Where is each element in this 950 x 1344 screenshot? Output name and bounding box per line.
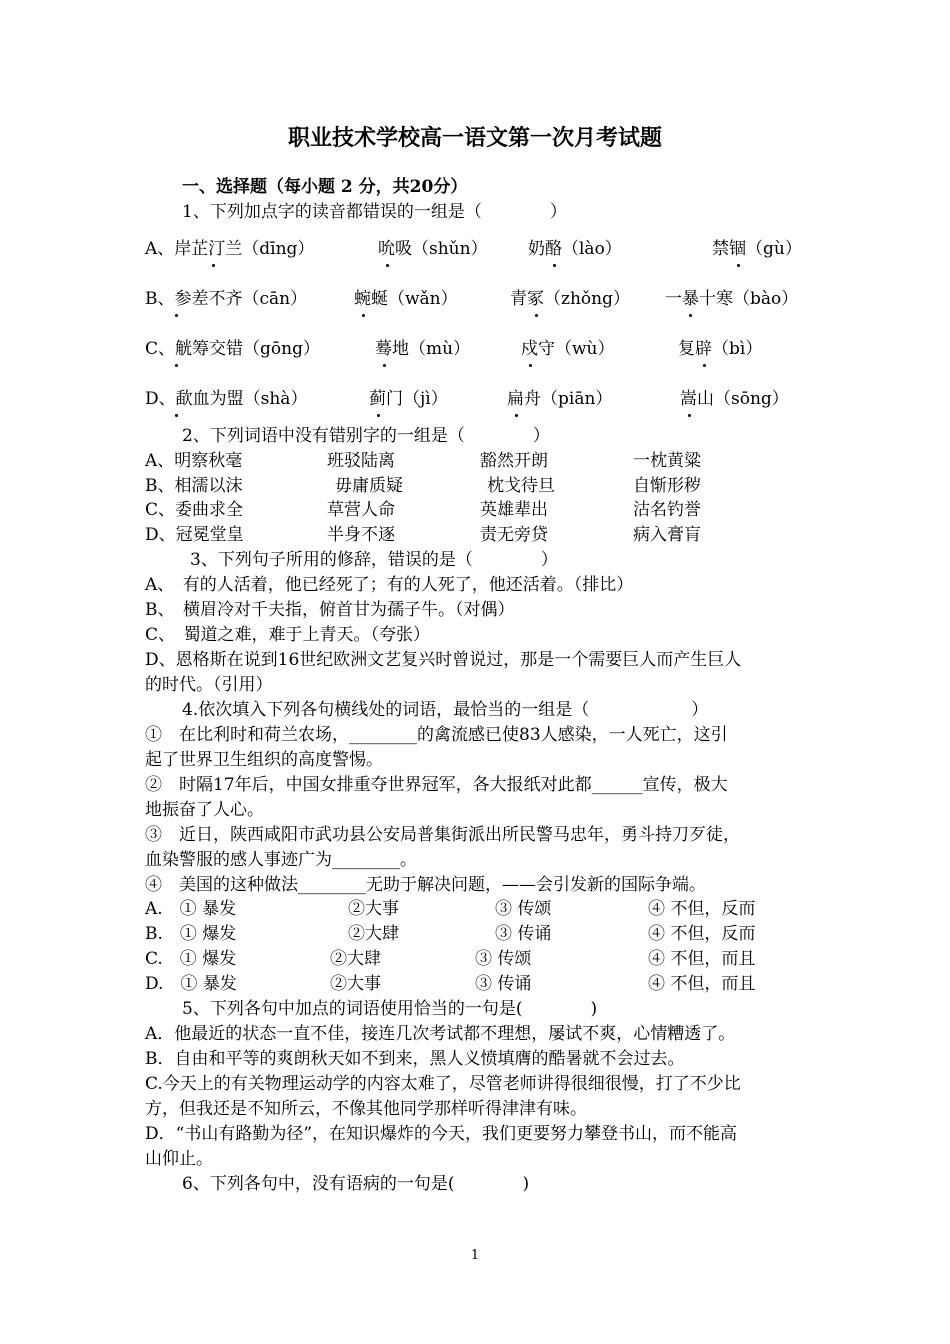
q3-option-d-cont: 的时代。（引用） <box>145 675 273 695</box>
q2-option-d-1: D、冠冕堂皇 <box>145 525 244 545</box>
q4-sentence-2-cont: 地振奋了人心。 <box>145 800 264 820</box>
q2-option-c-1: C、委曲求全 <box>145 500 244 520</box>
q3-option-b: B、 横眉冷对千夫指，俯首甘为孺子牛。（对偶） <box>145 600 515 620</box>
q1-option-b-4: 一暴十寒（bào） <box>665 289 799 309</box>
q2-option-d-4: 病入膏肓 <box>633 525 701 545</box>
question-3-stem: 3、下列句子所用的修辞，错误的是（ ） <box>190 550 558 570</box>
q1-option-a-1: A、岸芷汀兰（dīng） <box>145 239 315 259</box>
q2-option-b-3: 枕戈待旦 <box>487 476 555 496</box>
q4-option-b-3: ③ 传诵 <box>495 924 552 944</box>
q1-option-d-2: 蓟门（jì） <box>369 389 448 409</box>
q4-option-a-4: ④ 不但，反而 <box>648 899 756 919</box>
q5-option-d: D．“书山有路勤为径”，在知识爆炸的今天，我们更要努力攀登书山，而不能高 <box>145 1124 738 1144</box>
q5-option-c: C.今天上的有关物理运动学的内容太难了，尽管老师讲得很细很慢，打了不少比 <box>145 1074 741 1094</box>
q4-option-c-4: ④ 不但，而且 <box>648 949 756 969</box>
q2-option-a-1: A、明察秋毫 <box>145 451 243 471</box>
q4-option-d-2: ②大事 <box>330 974 381 994</box>
q1-option-b-3: 青冢（zhǒng） <box>510 289 630 309</box>
q1-option-c-1: C、觥筹交错（gōng） <box>145 339 320 359</box>
q4-option-b-1: B. ① 爆发 <box>145 924 237 944</box>
q2-option-b-2: 毋庸质疑 <box>335 476 403 496</box>
q1-option-a-4: 禁锢（gù） <box>712 239 802 259</box>
q4-option-b-2: ②大肆 <box>348 924 399 944</box>
q2-option-a-3: 豁然开朗 <box>480 451 548 471</box>
q1-option-c-2: 蓦地（mù） <box>375 339 471 359</box>
q5-option-a: A．他最近的状态一直不佳，接连几次考试都不理想，屡试不爽，心情糟透了。 <box>145 1024 736 1044</box>
page-title: 职业技术学校高一语文第一次月考试题 <box>287 125 662 151</box>
q4-option-c-3: ③ 传颂 <box>475 949 532 969</box>
q4-option-c-2: ②大肆 <box>330 949 381 969</box>
q1-option-a-2: 吮吸（shǔn） <box>378 239 488 259</box>
section-heading: 一、选择题（每小题 2 分，共20分） <box>182 177 468 197</box>
question-5-stem: 5、下列各句中加点的词语使用恰当的一句是( ) <box>182 999 598 1019</box>
q3-option-a: A、 有的人活着，他已经死了；有的人死了，他还活着。（排比） <box>145 575 634 595</box>
q4-sentence-3-cont: 血染警服的感人事迹广为________。 <box>145 850 417 870</box>
q4-option-b-4: ④ 不但，反而 <box>648 924 756 944</box>
q4-option-a-2: ②大事 <box>348 899 399 919</box>
q1-option-b-1: B、参差不齐（cān） <box>145 289 308 309</box>
question-1-stem: 1、下列加点字的读音都错误的一组是（ ） <box>182 202 567 222</box>
q1-option-d-1: D、歃血为盟（shà） <box>145 389 308 409</box>
q1-option-d-4: 嵩山（sōng） <box>680 389 789 409</box>
q5-option-d-cont: 山仰止。 <box>145 1149 213 1169</box>
q3-option-c: C、 蜀道之难，难于上青天。（夸张） <box>145 625 431 645</box>
q2-option-a-4: 一枕黄粱 <box>633 451 701 471</box>
q1-option-c-3: 戍守（wù） <box>521 339 615 359</box>
q2-option-c-4: 沽名钓誉 <box>633 500 701 520</box>
q2-option-d-2: 半身不逐 <box>327 525 395 545</box>
q5-option-c-cont: 方，但我还是不知所云，不像其他同学那样听得津津有味。 <box>145 1099 587 1119</box>
q4-sentence-2: ② 时隔17年后，中国女排重夺世界冠军，各大报纸对此都______宣传，极大 <box>145 775 728 795</box>
q2-option-d-3: 责无旁贷 <box>480 525 548 545</box>
page-number: 1 <box>470 1248 480 1263</box>
q1-option-b-2: 蜿蜒（wǎn） <box>354 289 458 309</box>
q1-option-a-3: 奶酪（lào） <box>528 239 622 259</box>
q1-option-c-4: 复辟（bì） <box>678 339 763 359</box>
q4-option-a-1: A. ① 暴发 <box>145 899 237 919</box>
q4-sentence-4: ④ 美国的这种做法________无助于解决问题，——会引发新的国际争端。 <box>145 875 706 895</box>
q4-sentence-3: ③ 近日，陕西咸阳市武功县公安局普集街派出所民警马忠年，勇斗持刀歹徒， <box>145 825 740 845</box>
q2-option-c-3: 英雄辈出 <box>480 500 548 520</box>
q4-option-d-4: ④ 不但，而且 <box>648 974 756 994</box>
q4-option-d-3: ③ 传诵 <box>475 974 532 994</box>
q4-option-a-3: ③ 传颂 <box>495 899 552 919</box>
q4-sentence-1-cont: 起了世界卫生组织的高度警惕。 <box>145 750 383 770</box>
question-2-stem: 2、下列词语中没有错别字的一组是（ ） <box>182 426 550 446</box>
q2-option-b-4: 自惭形秽 <box>633 476 701 496</box>
q2-option-b-1: B、相濡以沫 <box>145 476 243 496</box>
question-4-stem: 4.依次填入下列各句横线处的词语，最恰当的一组是（ ） <box>182 700 709 720</box>
q2-option-c-2: 草营人命 <box>327 500 395 520</box>
q4-option-c-1: C. ① 爆发 <box>145 949 237 969</box>
q1-option-d-3: 扁舟（piān） <box>507 389 613 409</box>
q4-option-d-1: D. ① 暴发 <box>145 974 237 994</box>
question-6-stem: 6、下列各句中，没有语病的一句是( ) <box>182 1174 530 1194</box>
q5-option-b: B．自由和平等的爽朗秋天如不到来，黑人义愤填膺的酷暑就不会过去。 <box>145 1049 685 1069</box>
q4-sentence-1: ① 在比利时和荷兰农场，________的禽流感已使83人感染，一人死亡，这引 <box>145 725 728 745</box>
q3-option-d: D、恩格斯在说到16世纪欧洲文艺复兴时曾说过，那是一个需要巨人而产生巨人 <box>145 650 742 670</box>
q2-option-a-2: 班驳陆离 <box>327 451 395 471</box>
